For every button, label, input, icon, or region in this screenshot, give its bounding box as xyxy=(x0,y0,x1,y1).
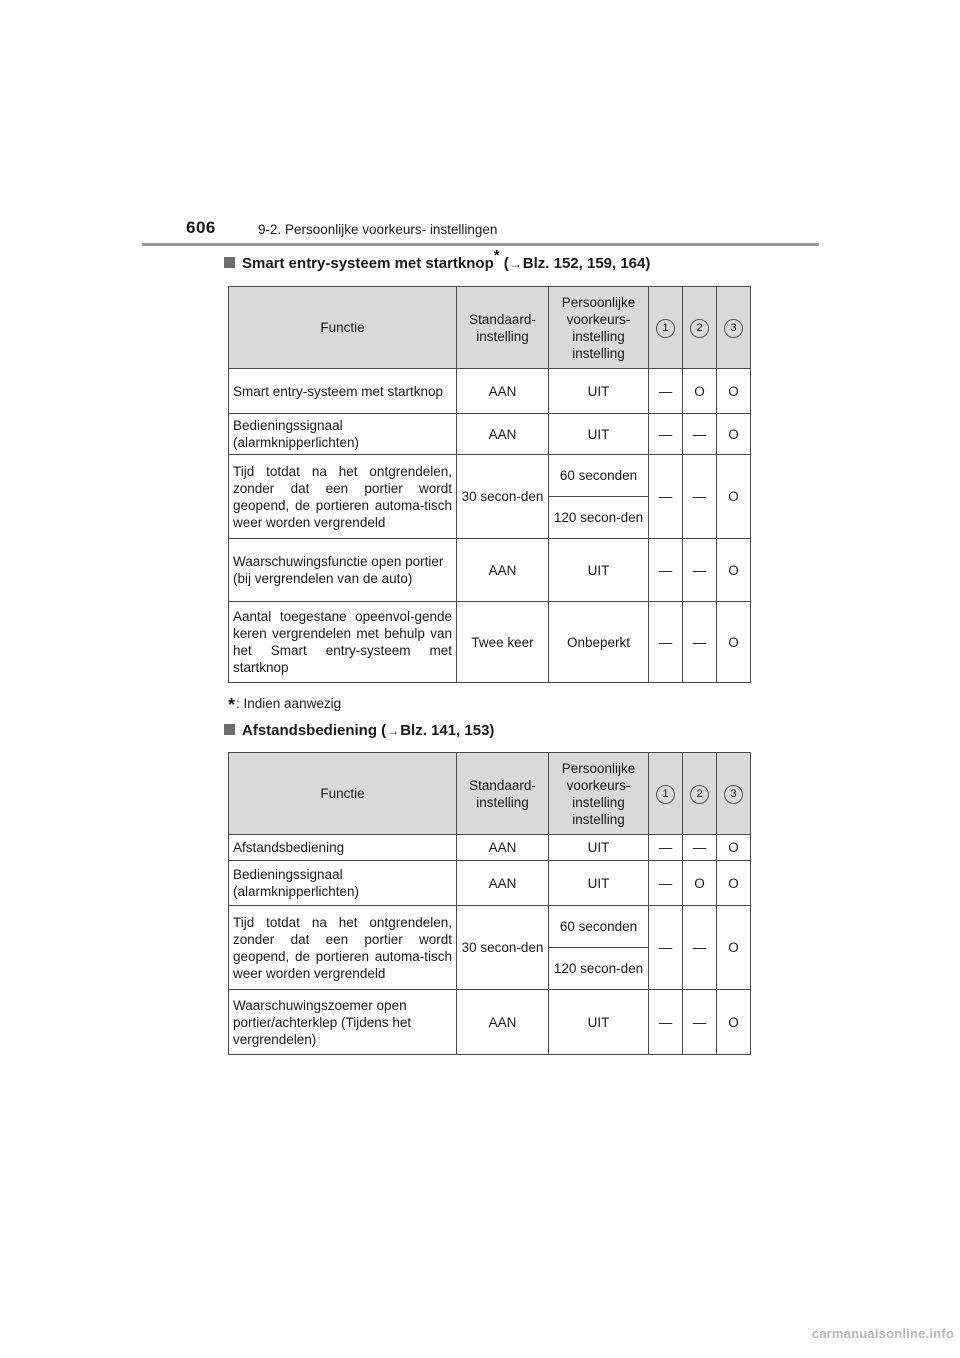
ref-open: ( xyxy=(377,722,387,739)
settings-table-remote-control xyxy=(228,752,751,1055)
cell-col-3: O xyxy=(717,990,751,1055)
cell-function: Afstandsbediening xyxy=(229,835,457,861)
cell-default: AAN xyxy=(457,539,549,602)
cell-col-3: O xyxy=(717,539,751,602)
header-col-3 xyxy=(717,287,751,369)
section-heading-remote-control xyxy=(224,722,494,739)
header-default: Standaard-instelling xyxy=(457,753,549,835)
cell-default: AAN xyxy=(457,861,549,906)
header-col-2 xyxy=(683,753,717,835)
cell-col-2: — xyxy=(683,539,717,602)
cell-col-3: O xyxy=(717,414,751,455)
cell-col-2: — xyxy=(683,455,717,539)
circled-3-icon: 3 xyxy=(724,319,743,338)
header-default: Standaard-instelling xyxy=(457,287,549,369)
cell-col-1: — xyxy=(649,602,683,683)
circled-3-icon: 3 xyxy=(724,785,743,804)
cell-col-1: — xyxy=(649,369,683,414)
arrow-right-icon: → xyxy=(509,257,522,271)
cell-custom: Onbeperkt xyxy=(549,602,649,683)
cell-col-1: — xyxy=(649,835,683,861)
cell-col-3: O xyxy=(717,861,751,906)
table-row xyxy=(229,835,751,861)
cell-col-3: O xyxy=(717,602,751,683)
table-row xyxy=(229,861,751,906)
settings-table-smart-entry xyxy=(228,286,751,683)
footnote-text: : Indien aanwezig xyxy=(236,696,342,711)
cell-default: Twee keer xyxy=(457,602,549,683)
header-function: Functie xyxy=(229,287,457,369)
cell-function: Tijd totdat na het ontgrendelen, zonder dat een portier wordt geopend, de portieren automa-tisch weer worden vergrendeld xyxy=(229,906,457,990)
table-row xyxy=(229,906,751,948)
footnote xyxy=(228,692,341,713)
cell-function: Tijd totdat na het ontgrendelen, zonder dat een portier wordt geopend, de portieren automa-tisch weer worden vergrendeld xyxy=(229,455,457,539)
cell-default: AAN xyxy=(457,414,549,455)
table-row xyxy=(229,369,751,414)
cell-col-3: O xyxy=(717,455,751,539)
cell-custom: UIT xyxy=(549,539,649,602)
table-row xyxy=(229,539,751,602)
cell-col-1: — xyxy=(649,539,683,602)
square-bullet-icon xyxy=(224,257,235,268)
cell-col-2: — xyxy=(683,602,717,683)
cell-col-3: O xyxy=(717,369,751,414)
cell-default: 30 secon-den xyxy=(457,906,549,990)
circled-1-icon: 1 xyxy=(656,785,675,804)
page-reference-link[interactable]: Blz. 152, 159, 164) xyxy=(522,255,651,272)
cell-col-1: — xyxy=(649,861,683,906)
header-custom: Persoonlijke voorkeurs-instelling instelling xyxy=(549,287,649,369)
circled-2-icon: 2 xyxy=(690,785,709,804)
footnote-star: * xyxy=(228,695,236,715)
cell-custom-option-a: 60 seconden xyxy=(549,906,649,948)
cell-col-3: O xyxy=(717,835,751,861)
header-function: Functie xyxy=(229,753,457,835)
header-col-2 xyxy=(683,287,717,369)
section-heading-smart-entry xyxy=(224,247,651,272)
cell-custom-option-a: 60 seconden xyxy=(549,455,649,497)
table-row xyxy=(229,414,751,455)
ref-open: ( xyxy=(499,255,509,272)
cell-function: Waarschuwingsfunctie open portier (bij vergrendelen van de auto) xyxy=(229,539,457,602)
cell-col-2: O xyxy=(683,861,717,906)
cell-col-2: — xyxy=(683,906,717,990)
cell-col-2: O xyxy=(683,369,717,414)
header-col-1 xyxy=(649,287,683,369)
cell-col-1: — xyxy=(649,906,683,990)
square-bullet-icon xyxy=(224,724,235,735)
cell-col-2: — xyxy=(683,990,717,1055)
cell-function: Waarschuwingszoemer open portier/achterklep (Tijdens het vergrendelen) xyxy=(229,990,457,1055)
page-reference-link[interactable]: Blz. 141, 153) xyxy=(400,722,495,739)
cell-default: AAN xyxy=(457,835,549,861)
cell-default: 30 secon-den xyxy=(457,455,549,539)
cell-col-1: — xyxy=(649,414,683,455)
arrow-right-icon: → xyxy=(387,724,400,738)
header-divider xyxy=(142,243,819,246)
cell-col-1: — xyxy=(649,455,683,539)
cell-custom-option-b: 120 secon-den xyxy=(549,948,649,990)
cell-col-2: — xyxy=(683,835,717,861)
cell-col-3: O xyxy=(717,906,751,990)
table-row xyxy=(229,990,751,1055)
watermark-link[interactable]: carmanualsonline.info xyxy=(811,1326,954,1341)
cell-custom: UIT xyxy=(549,861,649,906)
table-row xyxy=(229,602,751,683)
cell-custom: UIT xyxy=(549,369,649,414)
header-col-3 xyxy=(717,753,751,835)
circled-1-icon: 1 xyxy=(656,319,675,338)
cell-function: Bedieningssignaal (alarmknipperlichten) xyxy=(229,861,457,906)
cell-function: Bedieningssignaal (alarmknipperlichten) xyxy=(229,414,457,455)
cell-col-2: — xyxy=(683,414,717,455)
cell-custom: UIT xyxy=(549,990,649,1055)
section-title: Smart entry-systeem met startknop xyxy=(242,255,494,272)
table-row xyxy=(229,455,751,497)
cell-custom: UIT xyxy=(549,835,649,861)
cell-function: Smart entry-systeem met startknop xyxy=(229,369,457,414)
circled-2-icon: 2 xyxy=(690,319,709,338)
header-col-1 xyxy=(649,753,683,835)
chapter-title: 9-2. Persoonlijke voorkeurs- instellingen xyxy=(258,222,498,237)
cell-default: AAN xyxy=(457,369,549,414)
cell-custom: UIT xyxy=(549,414,649,455)
cell-custom-option-b: 120 secon-den xyxy=(549,497,649,539)
cell-default: AAN xyxy=(457,990,549,1055)
cell-function: Aantal toegestane opeenvol-gende keren vergrendelen met behulp van het Smart entry-systeem met startknop xyxy=(229,602,457,683)
cell-col-1: — xyxy=(649,990,683,1055)
section-title: Afstandsbediening xyxy=(242,722,378,739)
header-custom: Persoonlijke voorkeurs-instelling instelling xyxy=(549,753,649,835)
footnote-marker: * xyxy=(493,247,500,264)
page-number: 606 xyxy=(186,218,216,237)
